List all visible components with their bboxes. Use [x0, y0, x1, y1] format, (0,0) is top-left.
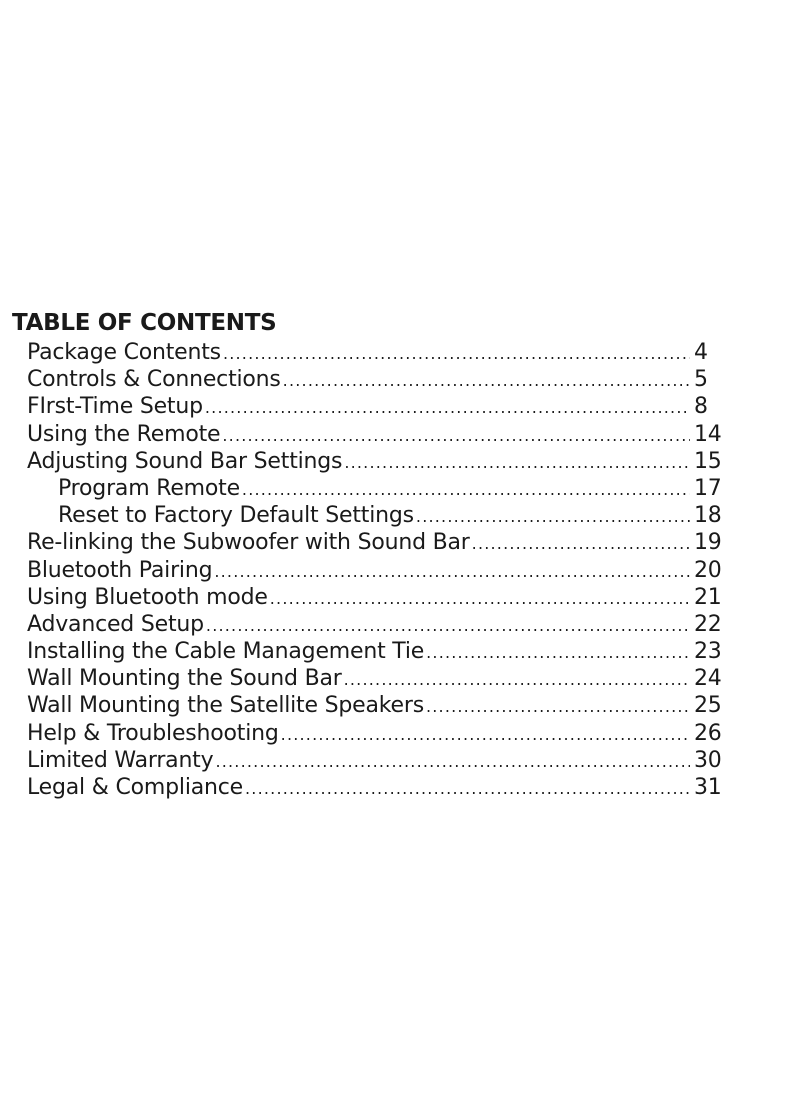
toc-entry-page: 18 — [694, 503, 722, 529]
toc-entry-page: 26 — [694, 720, 722, 746]
dot-leader — [222, 422, 690, 449]
toc-entry-label: Reset to Factory Default Settings — [58, 503, 414, 529]
toc-entry-label: Legal & Compliance — [27, 775, 244, 800]
toc-entry-page: 23 — [694, 639, 722, 665]
toc-entry-label: Re-linking the Subwoofer with Sound Bar — [27, 530, 470, 556]
toc-entry-page: 24 — [694, 666, 722, 692]
toc-entry[interactable] — [27, 611, 724, 638]
toc-entry[interactable] — [27, 421, 724, 448]
toc-entry-label: Installing the Cable Management Tie — [27, 639, 425, 665]
dot-leader — [472, 530, 690, 557]
toc-entry-label: Bluetooth Pairing — [27, 557, 213, 583]
toc-entry-label: Using Bluetooth mode — [27, 584, 268, 610]
dot-leader — [281, 721, 690, 748]
toc-entry-page: 5 — [694, 367, 708, 393]
toc-entry-label: Help & Troubleshooting — [27, 720, 279, 746]
toc-entry-page: 22 — [694, 611, 722, 637]
toc-subentry[interactable] — [27, 502, 724, 529]
toc-entry-page: 8 — [694, 394, 708, 420]
dot-leader — [205, 394, 690, 421]
toc-entry-label: Limited Warranty — [27, 747, 214, 773]
toc-entry[interactable] — [27, 366, 724, 393]
toc-entry[interactable] — [27, 665, 724, 692]
toc-title: TABLE OF CONTENTS — [12, 310, 277, 337]
dot-leader — [214, 558, 690, 585]
dot-leader — [426, 639, 690, 666]
toc-entry-page: 21 — [694, 584, 722, 610]
dot-leader — [206, 612, 690, 639]
dot-leader — [223, 340, 690, 367]
toc-entry-page: 19 — [694, 530, 722, 556]
toc-entry[interactable] — [27, 584, 724, 611]
toc-entry-label: Controls & Connections — [27, 367, 281, 393]
toc-entry-label: Wall Mounting the Sound Bar — [27, 666, 342, 692]
dot-leader — [426, 693, 690, 720]
toc-entry-page: 31 — [694, 775, 722, 800]
toc-entry[interactable] — [27, 774, 724, 801]
dot-leader — [344, 666, 690, 693]
dot-leader — [242, 476, 690, 503]
dot-leader — [245, 775, 690, 802]
toc-entry-page: 30 — [694, 747, 722, 773]
dot-leader — [283, 367, 690, 394]
toc-entry-page: 14 — [694, 421, 722, 447]
toc-entry[interactable] — [27, 393, 724, 420]
dot-leader — [270, 585, 690, 612]
toc-entry-page: 15 — [694, 448, 722, 474]
toc-entry-page: 17 — [694, 475, 722, 501]
toc-entry[interactable] — [27, 692, 724, 719]
toc-entry-page: 25 — [694, 693, 722, 719]
toc-entry[interactable] — [27, 529, 724, 556]
toc-entry-label: Advanced Setup — [27, 611, 204, 637]
toc-entry-page: 4 — [694, 340, 708, 365]
dot-leader — [344, 449, 690, 476]
toc-subentry[interactable] — [27, 475, 724, 502]
toc-entry[interactable] — [27, 448, 724, 475]
toc-entry-label: Package Contents — [27, 340, 221, 365]
toc-entry[interactable] — [27, 339, 724, 366]
toc-entry-label: Wall Mounting the Satellite Speakers — [27, 693, 424, 719]
toc-entry[interactable] — [27, 638, 724, 665]
toc-entry-label: Program Remote — [58, 475, 240, 501]
dot-leader — [215, 748, 690, 775]
toc-entry[interactable] — [27, 720, 724, 747]
toc-entry-label: FIrst-Time Setup — [27, 394, 203, 420]
toc-entry-label: Using the Remote — [27, 421, 221, 447]
toc-entry-page: 20 — [694, 557, 722, 583]
toc-list — [27, 339, 724, 801]
toc-entry-label: Adjusting Sound Bar Settings — [27, 448, 343, 474]
toc-entry[interactable] — [27, 747, 724, 774]
dot-leader — [416, 503, 690, 530]
toc-entry[interactable] — [27, 557, 724, 584]
